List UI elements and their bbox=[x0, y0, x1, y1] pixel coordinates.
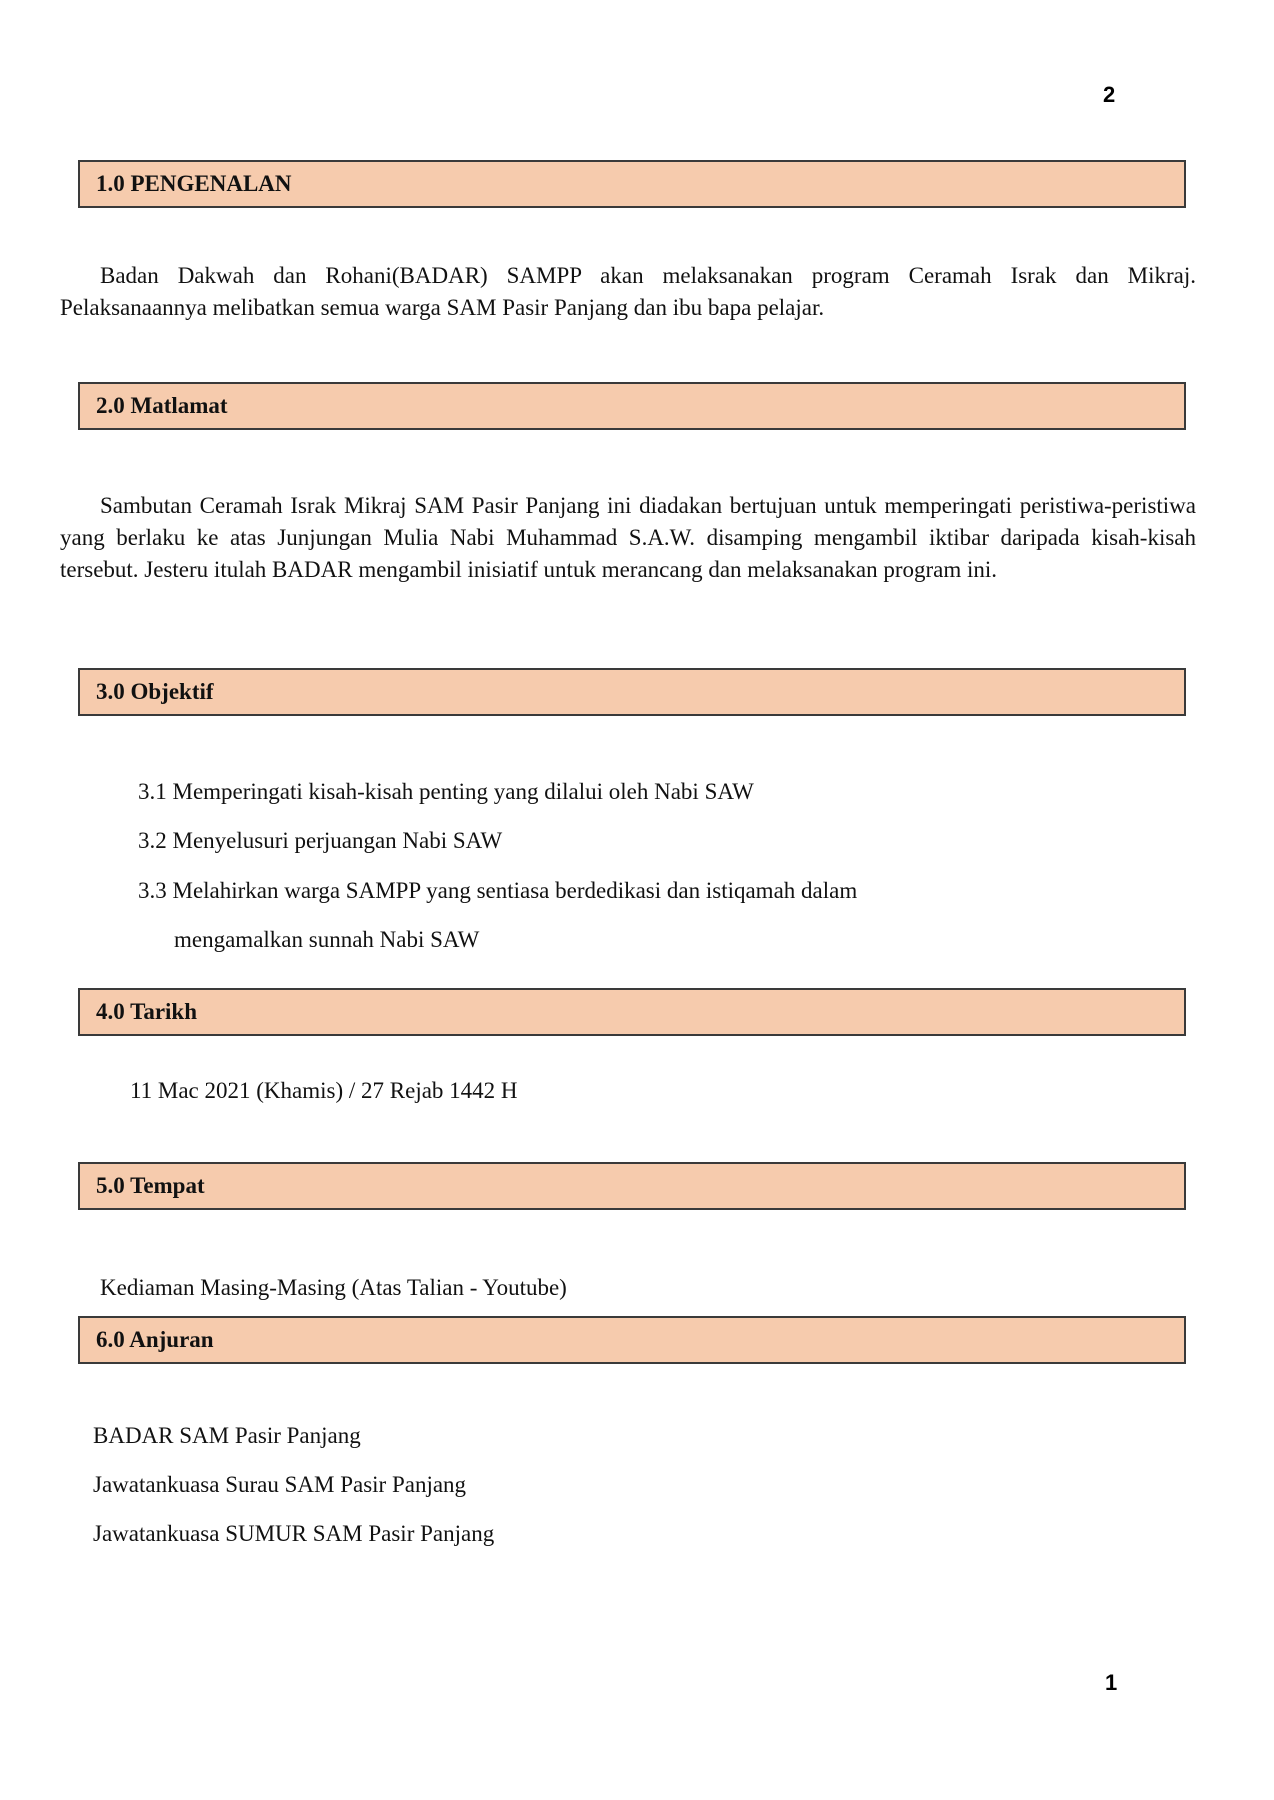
section-heading-objektif bbox=[78, 668, 1186, 716]
pengenalan-paragraph bbox=[60, 260, 1196, 324]
organizer-item: Jawatankuasa Surau SAM Pasir Panjang bbox=[93, 1472, 467, 1497]
section-heading-matlamat bbox=[78, 382, 1186, 430]
objective-item: 3.1 Memperingati kisah-kisah penting yang dilalui oleh Nabi SAW bbox=[138, 779, 754, 804]
section-heading-text: 1.0 PENGENALAN bbox=[96, 171, 292, 196]
bottom-page-number: 1 bbox=[1105, 1670, 1118, 1695]
section-heading-pengenalan bbox=[78, 160, 1186, 208]
section-heading-tarikh bbox=[78, 988, 1186, 1036]
objective-item-continuation: mengamalkan sunnah Nabi SAW bbox=[174, 927, 480, 952]
section-heading-text: 5.0 Tempat bbox=[96, 1173, 205, 1198]
pengenalan-text: Badan Dakwah dan Rohani(BADAR) SAMPP akan melaksanakan program Ceramah Israk dan Mikraj. Pelaksanaannya melibatkan semua warga SAM Pasir Panjang dan ibu bapa pelajar. bbox=[60, 263, 1196, 320]
organizer-item: BADAR SAM Pasir Panjang bbox=[93, 1423, 361, 1448]
section-heading-text: 3.0 Objektif bbox=[96, 679, 214, 704]
section-heading-text: 2.0 Matlamat bbox=[96, 393, 228, 418]
section-heading-tempat bbox=[78, 1162, 1186, 1210]
organizer-item: Jawatankuasa SUMUR SAM Pasir Panjang bbox=[93, 1521, 495, 1546]
matlamat-text: Sambutan Ceramah Israk Mikraj SAM Pasir Panjang ini diadakan bertujuan untuk memperingati peristiwa-peristiwa yang berlaku ke atas Junjungan Mulia Nabi Muhammad S.A.W. disamping mengambil iktibar daripada kisah-kisah tersebut. Jesteru itulah BADAR mengambil inisiatif untuk merancang dan melaksanakan program ini. bbox=[60, 493, 1196, 582]
section-heading-text: 4.0 Tarikh bbox=[96, 999, 197, 1024]
event-venue: Kediaman Masing-Masing (Atas Talian - Youtube) bbox=[100, 1275, 567, 1300]
objective-item: 3.3 Melahirkan warga SAMPP yang sentiasa berdedikasi dan istiqamah dalam bbox=[138, 878, 858, 903]
matlamat-paragraph bbox=[60, 490, 1196, 586]
top-page-number: 2 bbox=[1103, 82, 1116, 107]
section-heading-anjuran bbox=[78, 1316, 1186, 1364]
objective-item: 3.2 Menyelusuri perjuangan Nabi SAW bbox=[138, 828, 503, 853]
section-heading-text: 6.0 Anjuran bbox=[96, 1327, 214, 1352]
event-date: 11 Mac 2021 (Khamis) / 27 Rejab 1442 H bbox=[130, 1078, 518, 1103]
